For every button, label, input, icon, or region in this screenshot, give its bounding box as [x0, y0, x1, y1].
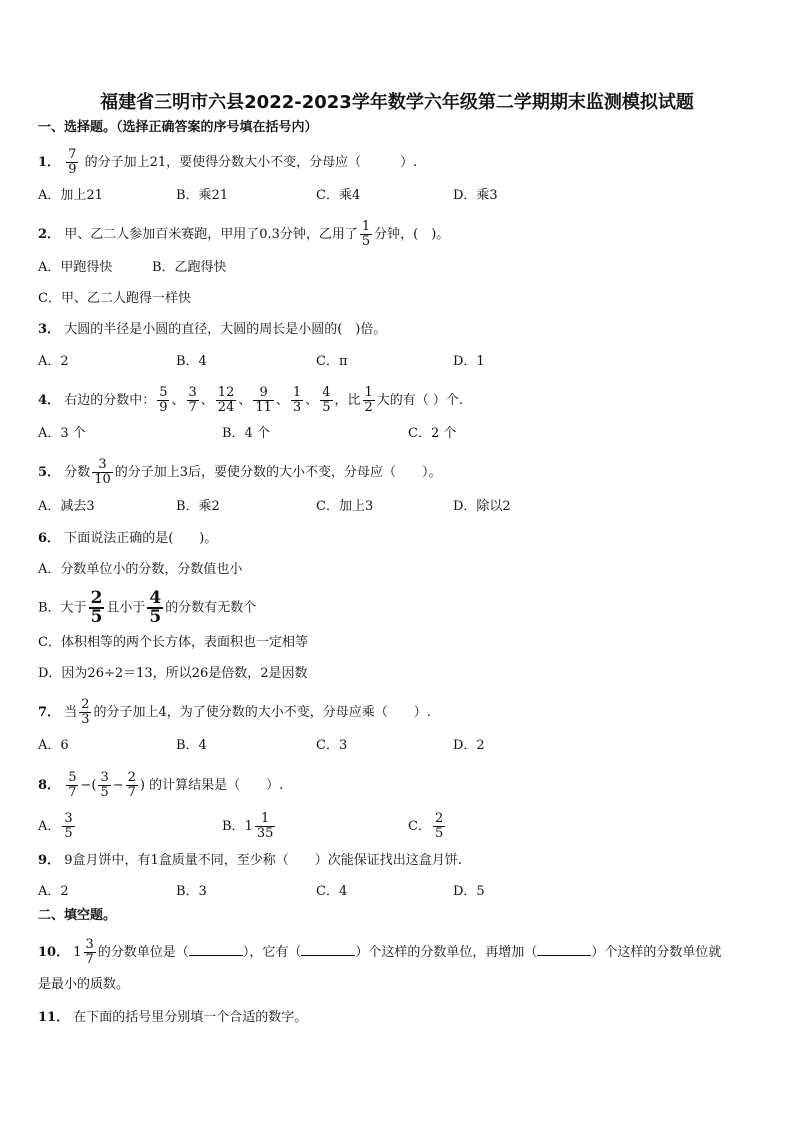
question-text: ）个这样的分数单位就	[591, 945, 722, 960]
numerator: 3	[100, 770, 109, 785]
question-text: 的分子加上4，为了使分数的大小不变，分母应乘（ ）.	[93, 705, 431, 720]
question-number: 9．	[38, 853, 61, 868]
right-paren: )	[139, 778, 145, 793]
fraction	[216, 386, 237, 415]
question-text: 的分子加上21，要使得分数大小不变，分母应（ ）.	[84, 155, 418, 170]
denominator: 5	[149, 607, 162, 627]
fraction	[253, 386, 274, 415]
question-5	[38, 458, 442, 487]
question-text: 甲、乙二人参加百米赛跑，甲用了0.3分钟，乙用了	[64, 227, 358, 242]
question-9	[38, 851, 462, 871]
denominator: 7	[127, 785, 136, 800]
fraction	[360, 220, 372, 249]
fraction	[187, 386, 199, 415]
denominator: 2	[364, 400, 373, 415]
option-c: C．加上3	[316, 499, 374, 514]
denominator: 35	[256, 826, 274, 841]
option-label: B．	[222, 819, 245, 834]
fraction	[157, 386, 169, 415]
fraction	[126, 771, 138, 800]
option-d: D．1	[453, 354, 485, 369]
denominator: 11	[255, 400, 272, 415]
fraction	[66, 771, 78, 800]
question-2	[38, 220, 449, 249]
question-number: 8．	[38, 778, 61, 793]
denominator: 7	[68, 785, 77, 800]
question-text: 大的有（ ）个.	[376, 393, 464, 408]
fraction	[147, 590, 163, 626]
fraction	[320, 386, 332, 415]
question-number: 7．	[38, 705, 61, 720]
fraction	[98, 771, 110, 800]
option-label: A．	[38, 819, 61, 834]
numerator: 2	[90, 588, 103, 608]
question-7	[38, 698, 431, 727]
question-text: 的计算结果是（ ）.	[149, 778, 284, 793]
option-b: B．4 个	[222, 426, 270, 441]
denominator: 3	[81, 712, 90, 727]
whole-number: 1	[244, 819, 253, 834]
option-a: A．加上21	[38, 188, 103, 203]
option-c: C．体积相等的两个长方体，表面积也一定相等	[38, 635, 308, 650]
left-paren: (	[91, 778, 97, 793]
separator: 、	[305, 393, 319, 408]
question-number: 10．	[38, 945, 70, 960]
numerator: 2	[127, 770, 136, 785]
option-a: A．6	[38, 738, 69, 753]
question-text: 大圆的半径是小圆的直径，大圆的周长是小圆的( )倍。	[64, 322, 387, 337]
section-choice-heading: 一、选择题。（选择正确答案的序号填在括号内）	[38, 120, 318, 135]
option-c: C．2 个	[408, 426, 457, 441]
option-text: B．大于	[38, 600, 87, 616]
fraction	[84, 938, 96, 967]
question-3	[38, 320, 386, 340]
question-8	[38, 771, 283, 800]
option-a: A．2	[38, 884, 69, 899]
numerator: 4	[149, 588, 162, 608]
fraction	[433, 812, 445, 841]
section-fill-heading: 二、填空题。	[38, 908, 117, 923]
fraction	[79, 698, 91, 727]
question-number: 1．	[38, 155, 61, 170]
option-a	[38, 812, 77, 841]
question-text: 的分数单位是（	[97, 945, 189, 960]
numerator: 2	[81, 697, 90, 712]
option-b	[38, 590, 256, 627]
option-a: A．3 个	[38, 426, 86, 441]
fraction	[89, 590, 105, 626]
question-text: 分数	[64, 465, 91, 480]
option-a: A．2	[38, 354, 69, 369]
numerator: 2	[434, 811, 444, 826]
option-c: C．甲、乙二人跑得一样快	[38, 291, 191, 306]
option-d: D．因为26÷2＝13，所以26是倍数，2是因数	[38, 666, 308, 681]
denominator: 5	[361, 234, 371, 249]
question-text: 的分子加上3后，要使分数的大小不变，分母应（ ）。	[114, 465, 442, 480]
option-c: C．3	[316, 738, 348, 753]
question-text: ，比	[334, 393, 361, 408]
fraction	[62, 812, 74, 841]
question-number: 4．	[38, 393, 61, 408]
question-4	[38, 386, 463, 415]
numerator: 1	[361, 219, 371, 234]
separator: 、	[238, 393, 252, 408]
fraction	[92, 458, 113, 487]
answer-blank[interactable]	[301, 943, 355, 956]
question-1	[38, 148, 417, 177]
question-6	[38, 529, 217, 549]
question-11	[38, 1008, 307, 1028]
option-label: C．	[408, 819, 431, 834]
denominator: 5	[90, 607, 103, 627]
question-text: ）个这样的分数单位，再增加（	[355, 945, 538, 960]
separator: 、	[200, 393, 214, 408]
option-b: B．4	[176, 354, 207, 369]
question-text: ），它有（	[242, 945, 302, 960]
question-10-continued: 是最小的质数。	[38, 977, 130, 992]
answer-blank[interactable]	[189, 943, 243, 956]
question-number: 5．	[38, 465, 61, 480]
denominator: 24	[217, 400, 235, 415]
denominator: 9	[68, 162, 77, 177]
option-d: D．除以2	[453, 499, 511, 514]
option-a: A．分数单位小的分数，分数值也小	[38, 562, 243, 577]
numerator: 7	[68, 147, 77, 162]
numerator: 3	[92, 458, 113, 473]
denominator: 7	[188, 400, 197, 415]
denominator: 5	[322, 400, 331, 415]
option-c: C．乘4	[316, 188, 361, 203]
fraction	[363, 386, 375, 415]
separator: 、	[171, 393, 185, 408]
option-b: B．乙跑得快	[152, 260, 227, 275]
option-b	[222, 812, 277, 841]
option-a: A．减去3	[38, 499, 95, 514]
numerator: 12	[217, 385, 235, 400]
option-b: B．乘2	[176, 499, 220, 514]
answer-blank[interactable]	[537, 943, 591, 956]
numerator: 1	[255, 812, 276, 827]
question-text: 9盒月饼中，有1盒质量不同，至少称（ ）次能保证找出这盒月饼.	[64, 853, 462, 868]
whole-number: 1	[73, 945, 82, 960]
denominator: 5	[100, 785, 109, 800]
denominator: 9	[159, 400, 168, 415]
denominator: 10	[94, 472, 111, 487]
question-number: 11．	[38, 1010, 70, 1025]
question-text: 分钟，( )。	[374, 227, 450, 242]
numerator: 9	[253, 386, 274, 401]
numerator: 5	[68, 770, 77, 785]
option-b: B．3	[176, 884, 207, 899]
option-b: B．4	[176, 738, 207, 753]
denominator: 3	[292, 400, 302, 415]
option-c	[408, 812, 447, 841]
question-number: 2．	[38, 227, 61, 242]
numerator: 3	[64, 811, 73, 826]
option-b: B．乘21	[176, 188, 229, 203]
question-10	[38, 938, 721, 967]
option-d: D．2	[453, 738, 485, 753]
minus-sign: −	[112, 778, 124, 793]
numerator: 1	[292, 385, 302, 400]
fraction	[66, 148, 78, 177]
numerator: 3	[85, 937, 94, 952]
option-c: C．4	[316, 884, 348, 899]
question-text: 在下面的括号里分别填一个合适的数字。	[73, 1010, 308, 1025]
question-text: 当	[64, 705, 78, 720]
option-d: D．5	[453, 884, 485, 899]
numerator: 5	[159, 385, 168, 400]
question-text: 下面说法正确的是( )。	[64, 531, 218, 546]
numerator: 3	[188, 385, 197, 400]
option-c: C．π	[316, 354, 348, 369]
separator: 、	[275, 393, 289, 408]
denominator: 5	[64, 826, 73, 841]
question-number: 3．	[38, 322, 61, 337]
denominator: 7	[85, 952, 94, 967]
numerator: 4	[322, 385, 331, 400]
option-a: A．甲跑得快	[38, 260, 113, 275]
numerator: 1	[364, 385, 373, 400]
denominator: 5	[434, 826, 444, 841]
fraction	[291, 386, 303, 415]
fraction	[255, 812, 276, 841]
question-text: 右边的分数中：	[64, 393, 156, 408]
minus-sign: −	[80, 778, 92, 793]
option-d: D．乘3	[453, 188, 498, 203]
page-title: 福建省三明市六县2022-2023学年数学六年级第二学期期末监测模拟试题	[100, 92, 694, 113]
option-text: 且小于	[106, 600, 146, 616]
question-number: 6．	[38, 531, 61, 546]
option-text: 的分数有无数个	[165, 600, 257, 616]
